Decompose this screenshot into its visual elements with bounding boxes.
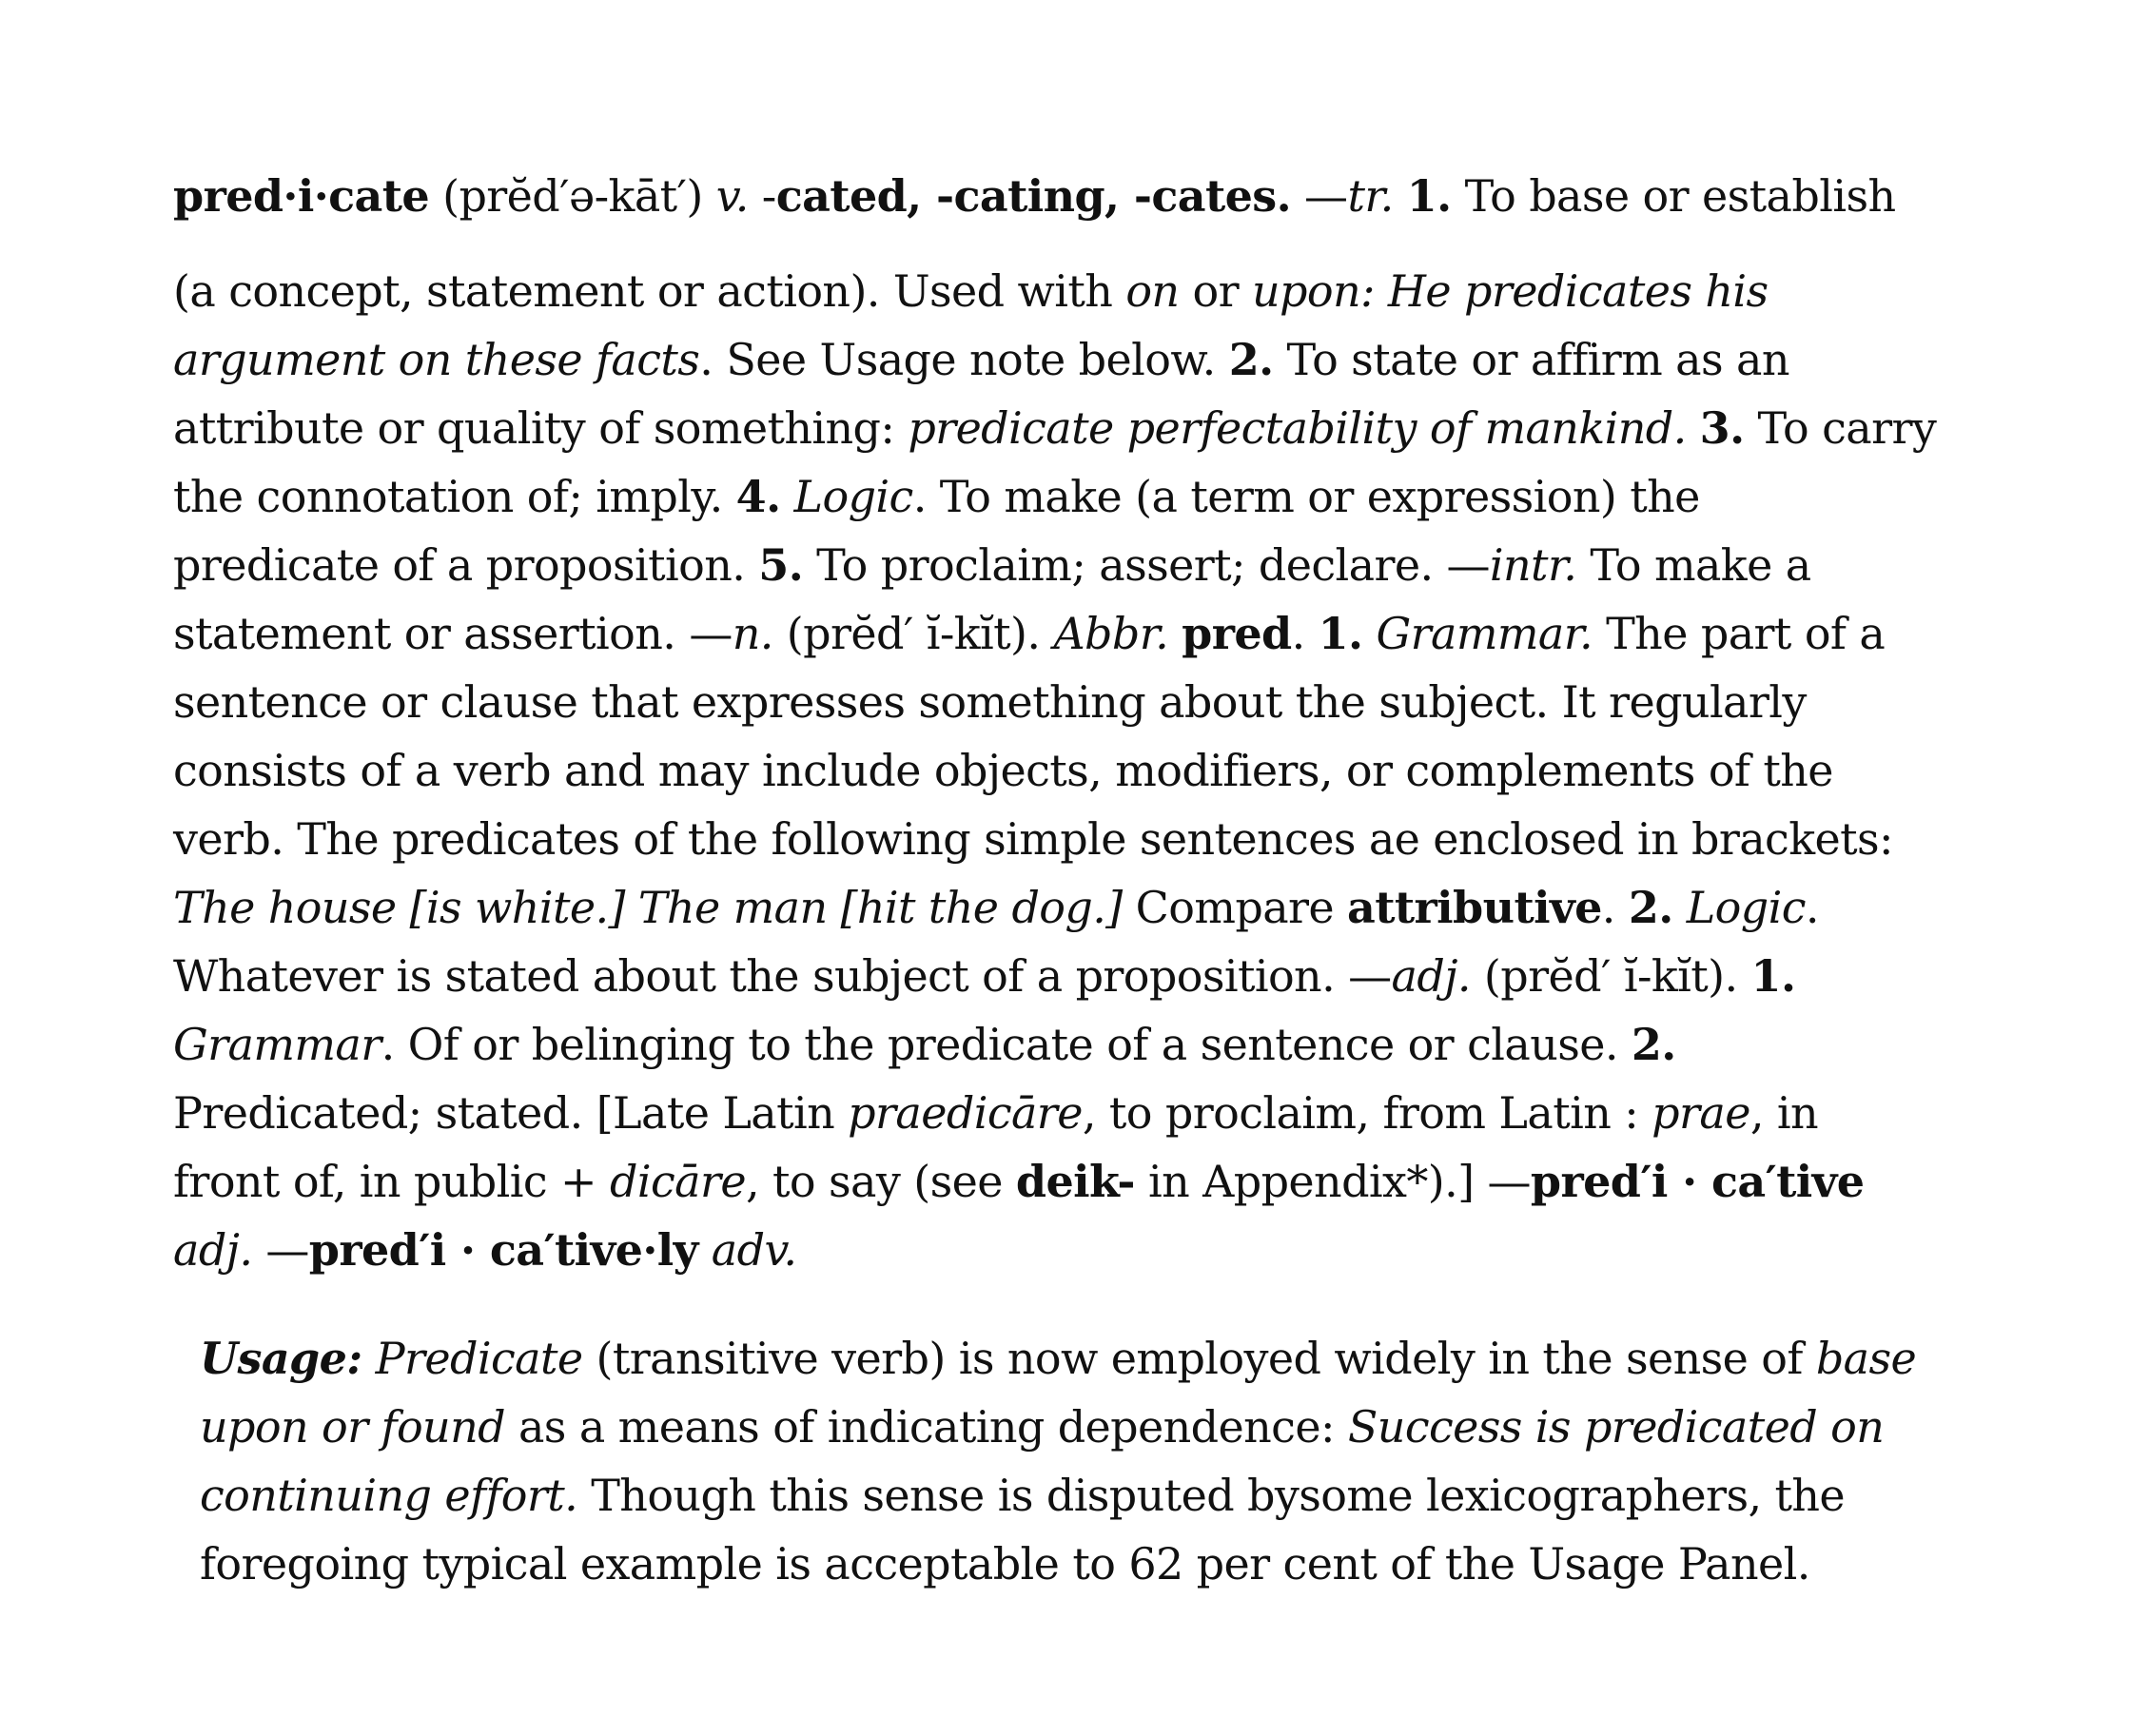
text-run <box>698 1224 712 1276</box>
text-run: Abbr. <box>1053 608 1169 659</box>
text-run: the connotation of; imply. <box>173 471 736 522</box>
text-run: Logic <box>793 471 913 522</box>
text-run: 1. <box>1750 950 1796 1002</box>
text-run: statement or assertion. — <box>173 608 733 659</box>
text-run: base <box>1815 1333 1917 1384</box>
text-run: The house [is white.] The man [hit the dog.] <box>173 882 1123 933</box>
text-run: adj. <box>1391 950 1471 1002</box>
text-run: upon or found <box>200 1401 505 1453</box>
text-run: as a means of indicating dependence: <box>504 1401 1348 1453</box>
entry-line <box>173 257 2000 325</box>
text-run: (a concept, statement or action). Used with <box>173 265 1126 317</box>
entry-line <box>173 162 2000 257</box>
text-run <box>1394 170 1407 222</box>
text-run: 2. <box>1631 1019 1676 1070</box>
entry-line <box>173 462 2000 531</box>
entry-line <box>173 873 2000 942</box>
entry-line <box>173 394 2000 462</box>
text-run: , to say (see <box>746 1156 1016 1207</box>
text-run: in Appendix*).] — <box>1134 1156 1531 1207</box>
text-run <box>1673 882 1687 933</box>
text-run: attribute or quality of something: <box>173 402 909 454</box>
text-run: To make a <box>1576 539 1811 591</box>
text-run: on <box>1125 265 1180 317</box>
text-run: , in <box>1749 1087 1819 1139</box>
text-run: or <box>1179 265 1252 317</box>
text-run: — <box>252 1224 309 1276</box>
text-run <box>781 471 794 522</box>
text-run: Logic <box>1686 882 1806 933</box>
text-run: . <box>1805 882 1819 933</box>
entry-line <box>173 1010 2000 1079</box>
text-run: consists of a verb and may include objects, modifiers, or complements of the <box>173 745 1833 796</box>
text-run: . Of or belinging to the predicate of a sentence or clause. <box>381 1019 1632 1070</box>
text-run: Usage: <box>200 1333 362 1384</box>
text-run: praedicāre <box>848 1087 1083 1139</box>
text-run: Compare <box>1122 882 1348 933</box>
text-run: verb. The predicates of the following simple sentences ae enclosed in brackets: <box>173 813 1893 865</box>
text-run: Grammar. <box>1376 608 1593 659</box>
text-run <box>1687 402 1700 454</box>
text-run: To state or affirm as an <box>1273 334 1789 385</box>
text-run: To base or establish <box>1451 170 1896 222</box>
text-run: Though this sense is disputed bysome lexicographers, the <box>577 1470 1846 1521</box>
entry-line <box>173 942 2000 1010</box>
text-run: 5. <box>758 539 804 591</box>
entry-line <box>173 531 2000 599</box>
text-run: (prĕd′ ĭ-kĭt). <box>1470 950 1751 1002</box>
entry-line <box>173 736 2000 805</box>
text-run: adj. <box>173 1224 253 1276</box>
text-run: argument on these facts <box>173 334 700 385</box>
text-run: 1. <box>1406 170 1452 222</box>
text-run: attributive <box>1347 882 1602 933</box>
text-run <box>1168 608 1182 659</box>
text-run: 3. <box>1699 402 1745 454</box>
text-run: To proclaim; assert; declare. — <box>803 539 1490 591</box>
text-run: pred <box>1182 608 1292 659</box>
section-gap <box>173 1284 2000 1324</box>
usage-line <box>200 1530 2000 1598</box>
text-run: 2. <box>1628 882 1673 933</box>
text-run: Predicate <box>375 1333 583 1384</box>
text-run: cated, -cating, -cates. <box>775 170 1292 222</box>
entry-line <box>173 599 2000 668</box>
text-run: . To make (a term or expression) the <box>912 471 1700 522</box>
text-run <box>362 1333 376 1384</box>
text-run: . <box>1601 882 1629 933</box>
text-run: Success is predicated on <box>1347 1401 1885 1453</box>
entry-line <box>173 325 2000 394</box>
entry-line <box>173 668 2000 736</box>
text-run: prae <box>1652 1087 1750 1139</box>
dictionary-page <box>173 162 2000 1598</box>
text-run: (prĕd′ə-kāt′) <box>429 170 716 222</box>
usage-line <box>200 1393 2000 1461</box>
text-run: Whatever is stated about the subject of a proposition. — <box>173 950 1392 1002</box>
text-run: front of, in public + <box>173 1156 611 1207</box>
text-run: adv. <box>711 1224 797 1276</box>
text-run: The part of a <box>1593 608 1886 659</box>
usage-line <box>200 1461 2000 1530</box>
text-run: — <box>1291 170 1348 222</box>
text-run: v. <box>715 170 749 222</box>
text-run: dicāre <box>610 1156 746 1207</box>
text-run: Grammar <box>173 1019 381 1070</box>
text-run: 4. <box>735 471 781 522</box>
text-run: To carry <box>1744 402 1937 454</box>
text-run: predicate perfectability of mankind. <box>908 402 1687 454</box>
text-run: . See Usage note below. <box>699 334 1229 385</box>
text-run: foregoing typical example is acceptable to 62 per cent of the Usage Panel. <box>200 1538 1810 1590</box>
text-run: - <box>748 170 776 222</box>
entry-line <box>173 1216 2000 1284</box>
text-run: 2. <box>1228 334 1274 385</box>
text-run: pred′i · ca′tive <box>1530 1156 1865 1207</box>
text-run: upon: He predicates his <box>1251 265 1769 317</box>
text-run: intr. <box>1489 539 1577 591</box>
entry-line <box>173 805 2000 873</box>
text-run <box>1362 608 1376 659</box>
text-run: pred·i·cate <box>173 170 430 222</box>
text-run: n. <box>732 608 773 659</box>
text-run: deik- <box>1015 1156 1135 1207</box>
text-run: sentence or clause that expresses something about the subject. It regularly <box>173 676 1807 728</box>
text-run: pred′i · ca′tive·ly <box>308 1224 698 1276</box>
usage-note <box>173 1324 2000 1598</box>
text-run: (prĕd′ ĭ-kĭt). <box>772 608 1054 659</box>
usage-line <box>200 1324 2000 1393</box>
text-run: Predicated; stated. [Late Latin <box>173 1087 849 1139</box>
text-run: . <box>1291 608 1319 659</box>
text-run: continuing effort. <box>200 1470 578 1521</box>
text-run: (transitive verb) is now employed widely in the sense of <box>582 1333 1816 1384</box>
text-run: predicate of a proposition. <box>173 539 759 591</box>
dictionary-entry <box>173 162 2000 1284</box>
entry-line <box>173 1147 2000 1216</box>
text-run: tr. <box>1347 170 1394 222</box>
text-run: , to proclaim, from Latin : <box>1082 1087 1652 1139</box>
entry-line <box>173 1079 2000 1147</box>
text-run: 1. <box>1318 608 1363 659</box>
